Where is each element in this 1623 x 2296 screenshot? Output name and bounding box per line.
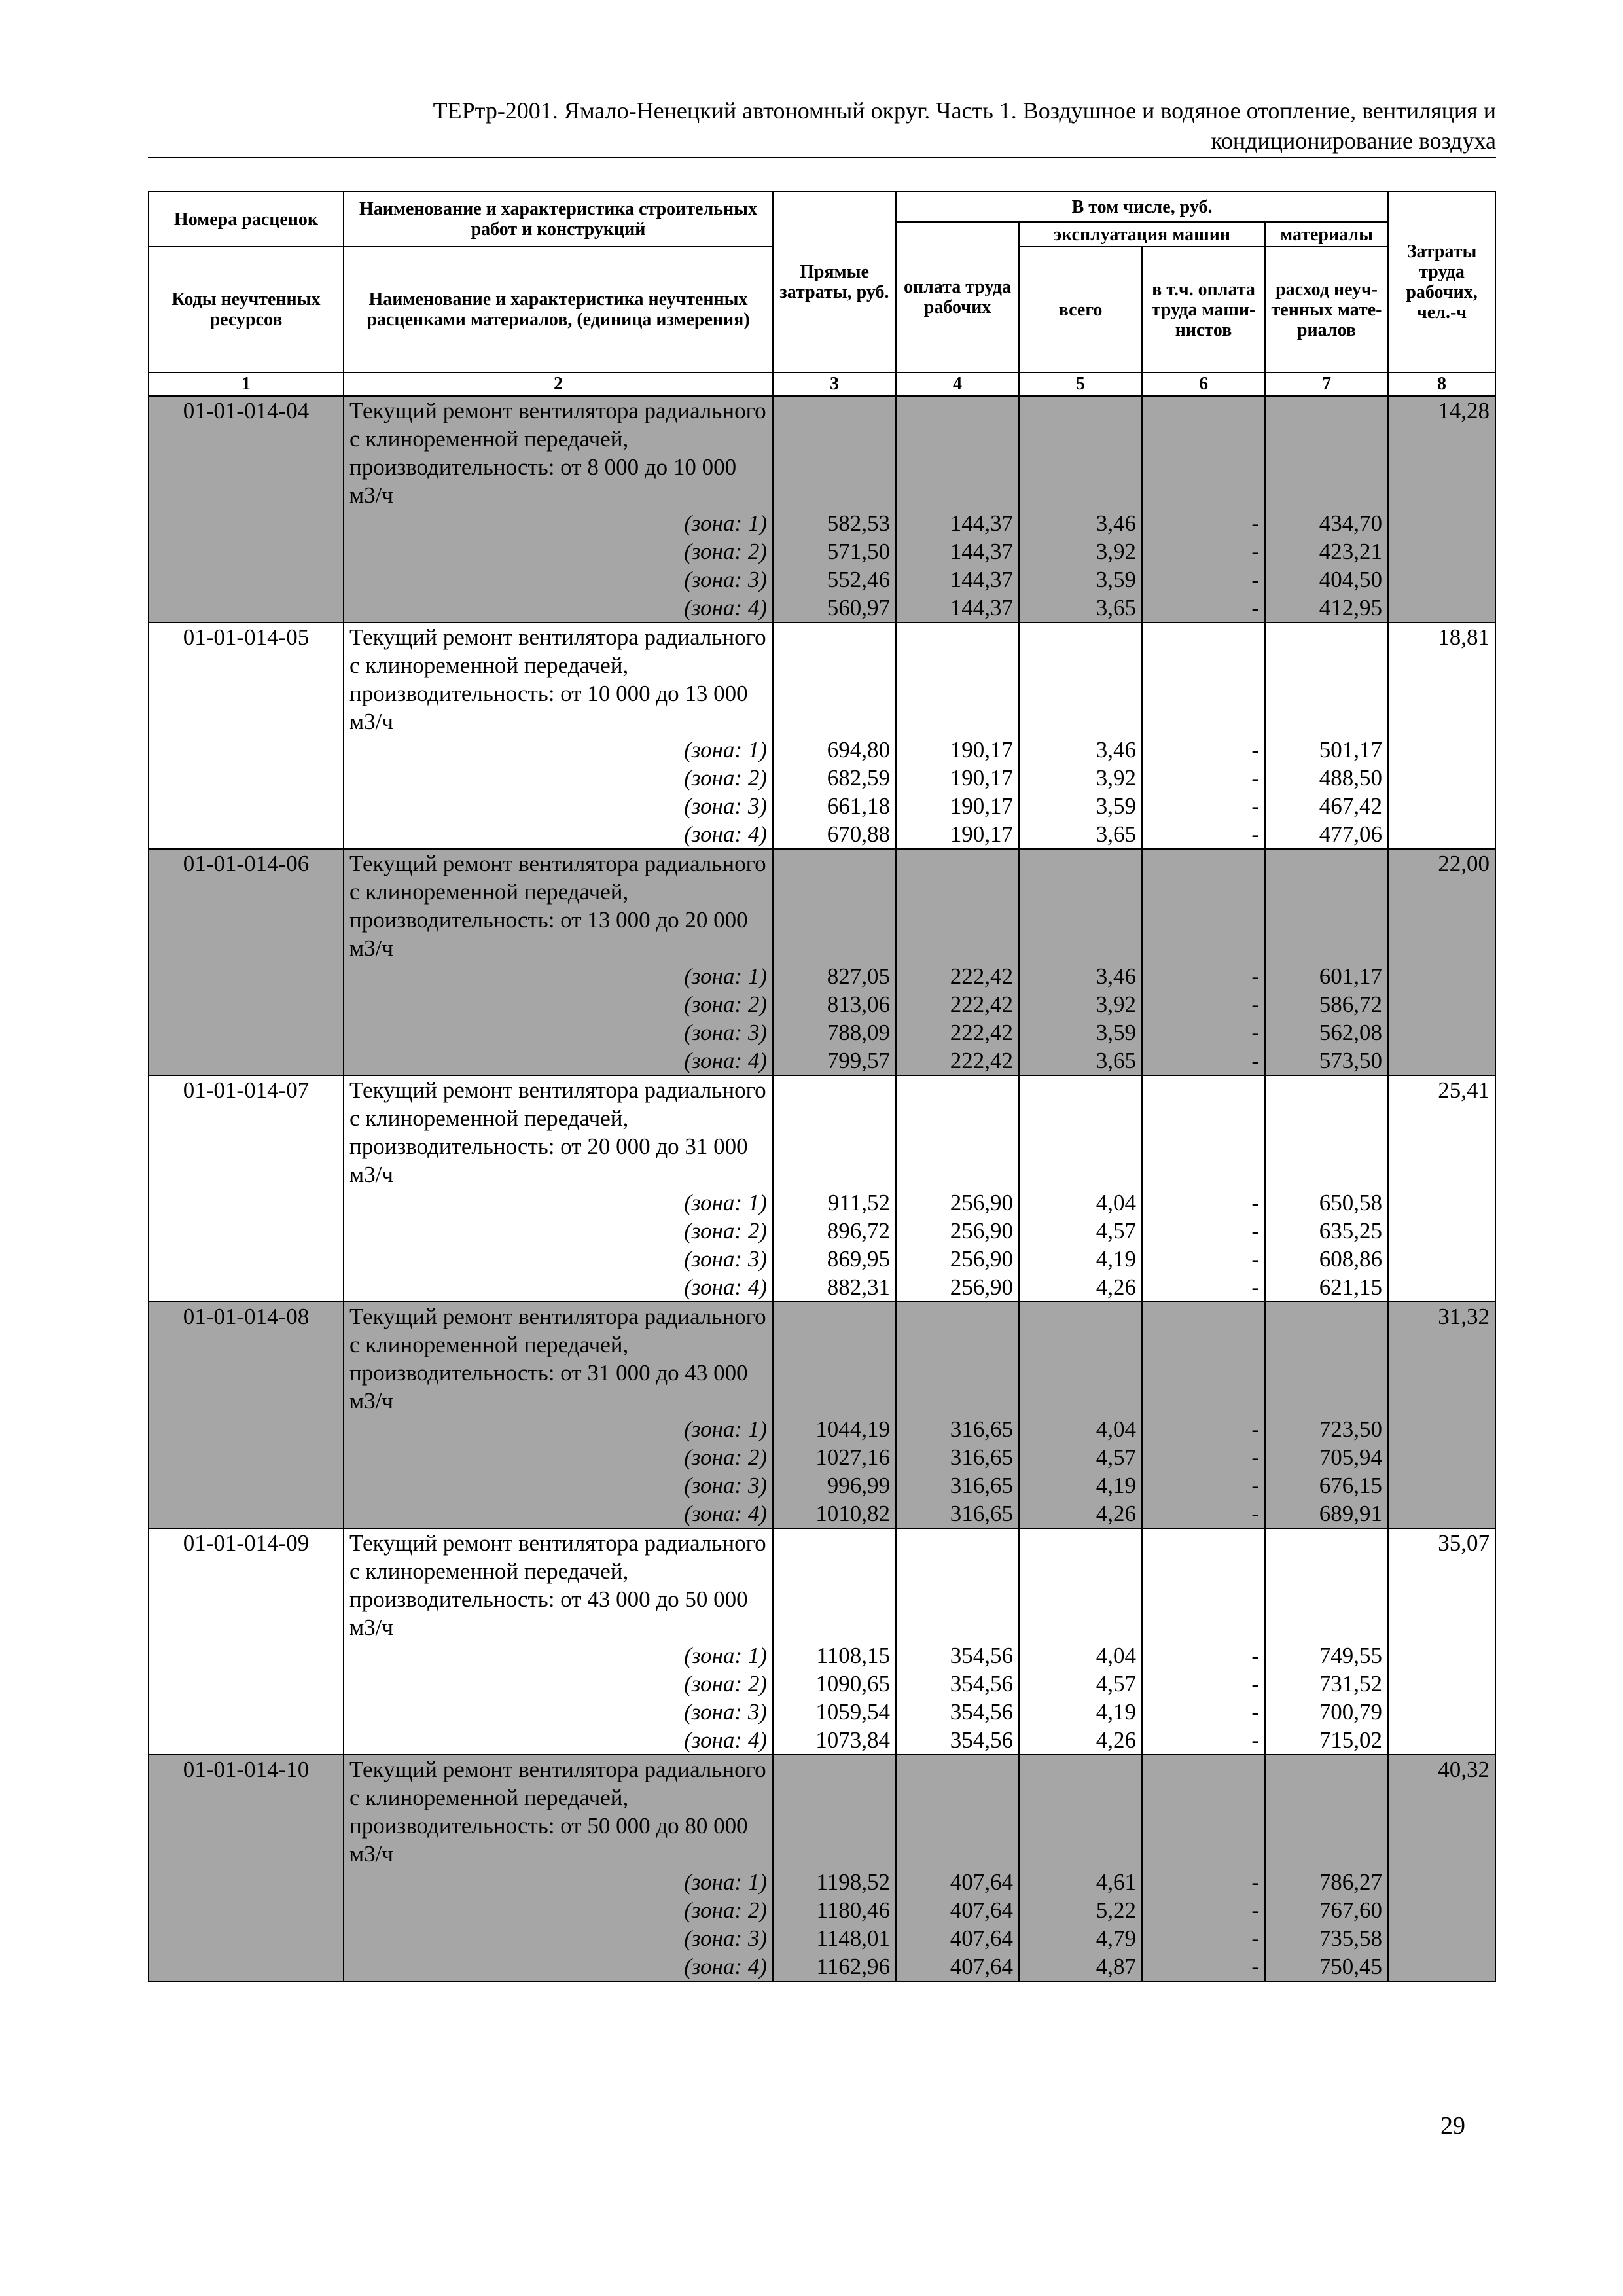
- materials-value: 412,95: [1319, 595, 1383, 620]
- header-materials: материалы: [1265, 222, 1388, 247]
- rate-code: 01-01-014-10: [149, 1755, 344, 1981]
- machine-total-cell: [1019, 1755, 1142, 1981]
- machine-total-value: 3,65: [1096, 1048, 1136, 1073]
- machinist-pay-value: -: [1251, 1501, 1259, 1526]
- worker-pay-cell: [896, 396, 1019, 622]
- header-machine-operation: эксплуатация машин: [1019, 222, 1265, 247]
- materials-value: 488,50: [1319, 765, 1383, 791]
- machine-total-value: 4,57: [1096, 1218, 1136, 1244]
- machine-total-value: 4,19: [1096, 1699, 1136, 1725]
- direct-cost-value: 996,99: [827, 1473, 890, 1498]
- column-number: 4: [896, 372, 1019, 396]
- worker-pay-value: 316,65: [950, 1444, 1013, 1470]
- direct-cost-value: 882,31: [827, 1274, 890, 1300]
- work-description: Текущий ремонт вентилятора радиального с клиноременной передачей, производительность: от 31 000 до 43 000 м3/ч: [349, 1304, 766, 1414]
- machine-total-value: 4,26: [1096, 1727, 1136, 1753]
- table-row: [149, 396, 1495, 622]
- labor-costs-value: 14,28: [1388, 396, 1495, 622]
- zone-label: (зона: 2): [684, 1218, 767, 1244]
- header-work-name: Наименование и характеристика строительных работ и конструкций: [344, 192, 773, 247]
- materials-cell: [1265, 1528, 1388, 1755]
- machinist-pay-value: -: [1251, 1727, 1259, 1753]
- work-description: Текущий ремонт вентилятора радиального с клиноременной передачей, производительность: от 43 000 до 50 000 м3/ч: [349, 1530, 766, 1640]
- worker-pay-value: 354,56: [950, 1671, 1013, 1696]
- direct-cost-value: 1180,46: [816, 1897, 890, 1923]
- materials-value: 501,17: [1319, 737, 1383, 762]
- zone-label: (зона: 1): [684, 1190, 767, 1215]
- work-description-cell: [344, 622, 773, 849]
- materials-value: 423,21: [1319, 539, 1383, 564]
- zone-label: (зона: 2): [684, 1897, 767, 1923]
- rate-code: 01-01-014-05: [149, 622, 344, 849]
- direct-cost-value: 1090,65: [815, 1671, 890, 1696]
- direct-cost-value: 560,97: [827, 595, 890, 620]
- zone-label: (зона: 2): [684, 765, 767, 791]
- direct-cost-value: 1010,82: [815, 1501, 890, 1526]
- direct-cost-value: 869,95: [827, 1246, 890, 1272]
- running-header: [148, 96, 1496, 156]
- machinist-pay-value: -: [1251, 1643, 1259, 1668]
- labor-costs-value: 31,32: [1388, 1302, 1495, 1528]
- column-number: 1: [149, 372, 344, 396]
- worker-pay-value: 354,56: [950, 1643, 1013, 1668]
- machine-total-cell: [1019, 396, 1142, 622]
- machinist-pay-value: -: [1251, 992, 1259, 1017]
- column-numbers-row: [149, 372, 1495, 396]
- worker-pay-cell: [896, 1528, 1019, 1755]
- materials-value: 689,91: [1319, 1501, 1383, 1526]
- zone-label: (зона: 4): [684, 1048, 767, 1073]
- materials-value: 621,15: [1319, 1274, 1383, 1300]
- header-materials-consumption: расход неуч- тенных мате- риалов: [1265, 247, 1388, 372]
- machinist-pay-value: -: [1251, 1416, 1259, 1442]
- worker-pay-value: 407,64: [950, 1926, 1013, 1951]
- table-body: [149, 396, 1495, 1981]
- rates-table: [148, 191, 1496, 1982]
- work-description-cell: [344, 1755, 773, 1981]
- worker-pay-value: 144,37: [950, 567, 1013, 592]
- labor-costs-value: 40,32: [1388, 1755, 1495, 1981]
- direct-cost-value: 571,50: [827, 539, 890, 564]
- direct-costs-cell: [773, 1075, 896, 1302]
- direct-costs-cell: [773, 622, 896, 849]
- zone-label: (зона: 1): [684, 1416, 767, 1442]
- worker-pay-value: 354,56: [950, 1699, 1013, 1725]
- table-row: [149, 622, 1495, 849]
- direct-costs-cell: [773, 1302, 896, 1528]
- materials-value: 715,02: [1319, 1727, 1383, 1753]
- materials-value: 601,17: [1319, 963, 1383, 989]
- materials-value: 586,72: [1319, 992, 1383, 1017]
- machine-total-value: 3,65: [1096, 595, 1136, 620]
- materials-value: 700,79: [1319, 1699, 1383, 1725]
- header-direct-costs: Прямые затраты, руб.: [773, 192, 896, 372]
- machine-total-cell: [1019, 622, 1142, 849]
- machine-total-cell: [1019, 849, 1142, 1075]
- direct-cost-value: 1044,19: [815, 1416, 890, 1442]
- zone-label: (зона: 3): [684, 1020, 767, 1045]
- direct-cost-value: 694,80: [827, 737, 890, 762]
- machine-total-value: 4,79: [1096, 1926, 1136, 1951]
- worker-pay-value: 256,90: [950, 1274, 1013, 1300]
- table-row: [149, 1755, 1495, 1981]
- machine-total-value: 4,26: [1096, 1501, 1136, 1526]
- zone-label: (зона: 3): [684, 567, 767, 592]
- table-header: [149, 192, 1495, 396]
- materials-value: 650,58: [1319, 1190, 1383, 1215]
- direct-costs-cell: [773, 1755, 896, 1981]
- zone-label: (зона: 4): [684, 1727, 767, 1753]
- worker-pay-value: 256,90: [950, 1190, 1013, 1215]
- machinist-pay-value: -: [1251, 737, 1259, 762]
- machinist-pay-cell: [1142, 1528, 1265, 1755]
- labor-costs-value: 22,00: [1388, 849, 1495, 1075]
- materials-value: 786,27: [1319, 1869, 1383, 1895]
- column-number: 2: [344, 372, 773, 396]
- header-rate-numbers: Номера расценок: [149, 192, 344, 247]
- worker-pay-value: 222,42: [950, 992, 1013, 1017]
- machinist-pay-value: -: [1251, 1048, 1259, 1073]
- zone-label: (зона: 3): [684, 793, 767, 819]
- zone-label: (зона: 3): [684, 1246, 767, 1272]
- work-description-cell: [344, 396, 773, 622]
- direct-cost-value: 1108,15: [816, 1643, 890, 1668]
- machinist-pay-value: -: [1251, 1444, 1259, 1470]
- worker-pay-value: 256,90: [950, 1218, 1013, 1244]
- materials-cell: [1265, 1075, 1388, 1302]
- direct-cost-value: 799,57: [827, 1048, 890, 1073]
- direct-cost-value: 582,53: [827, 511, 890, 536]
- materials-value: 749,55: [1319, 1643, 1383, 1668]
- header-line-2: кондиционирование воздуха: [1211, 128, 1496, 154]
- machine-total-value: 4,87: [1096, 1954, 1136, 1979]
- header-worker-pay: оплата труда рабочих: [896, 222, 1019, 372]
- machinist-pay-value: -: [1251, 511, 1259, 536]
- machine-total-value: 4,19: [1096, 1473, 1136, 1498]
- zone-label: (зона: 4): [684, 595, 767, 620]
- zone-label: (зона: 1): [684, 737, 767, 762]
- header-machinist-pay: в т.ч. оплата труда маши- нистов: [1142, 247, 1265, 372]
- machinist-pay-cell: [1142, 1302, 1265, 1528]
- machine-total-value: 4,57: [1096, 1671, 1136, 1696]
- direct-costs-cell: [773, 396, 896, 622]
- materials-value: 635,25: [1319, 1218, 1383, 1244]
- header-resource-codes: Коды неучтенных ресурсов: [149, 247, 344, 372]
- machinist-pay-value: -: [1251, 1671, 1259, 1696]
- header-material-name: Наименование и характеристика неучтенных расценками материалов, (единица измерения): [344, 247, 773, 372]
- worker-pay-value: 144,37: [950, 539, 1013, 564]
- machinist-pay-value: -: [1251, 793, 1259, 819]
- zone-label: (зона: 2): [684, 992, 767, 1017]
- worker-pay-value: 256,90: [950, 1246, 1013, 1272]
- machine-total-value: 4,04: [1096, 1190, 1136, 1215]
- materials-cell: [1265, 1755, 1388, 1981]
- machine-total-value: 3,59: [1096, 567, 1136, 592]
- rate-code: 01-01-014-09: [149, 1528, 344, 1755]
- worker-pay-value: 407,64: [950, 1954, 1013, 1979]
- direct-cost-value: 1027,16: [815, 1444, 890, 1470]
- materials-value: 573,50: [1319, 1048, 1383, 1073]
- machine-total-cell: [1019, 1528, 1142, 1755]
- work-description: Текущий ремонт вентилятора радиального с клиноременной передачей, производительность: от 10 000 до 13 000 м3/ч: [349, 624, 766, 734]
- materials-value: 467,42: [1319, 793, 1383, 819]
- worker-pay-value: 354,56: [950, 1727, 1013, 1753]
- machinist-pay-value: -: [1251, 765, 1259, 791]
- machinist-pay-value: -: [1251, 1926, 1259, 1951]
- machine-total-value: 3,46: [1096, 737, 1136, 762]
- worker-pay-value: 316,65: [950, 1473, 1013, 1498]
- work-description: Текущий ремонт вентилятора радиального с клиноременной передачей, производительность: от 13 000 до 20 000 м3/ч: [349, 851, 766, 961]
- work-description: Текущий ремонт вентилятора радиального с клиноременной передачей, производительность: от 20 000 до 31 000 м3/ч: [349, 1077, 766, 1187]
- machine-total-cell: [1019, 1302, 1142, 1528]
- worker-pay-cell: [896, 622, 1019, 849]
- materials-value: 404,50: [1319, 567, 1383, 592]
- materials-cell: [1265, 1302, 1388, 1528]
- labor-costs-value: 18,81: [1388, 622, 1495, 849]
- materials-value: 735,58: [1319, 1926, 1383, 1951]
- table-row: [149, 849, 1495, 1075]
- machine-total-value: 4,57: [1096, 1444, 1136, 1470]
- zone-label: (зона: 2): [684, 1444, 767, 1470]
- rate-code: 01-01-014-07: [149, 1075, 344, 1302]
- worker-pay-value: 316,65: [950, 1416, 1013, 1442]
- machinist-pay-value: -: [1251, 595, 1259, 620]
- machinist-pay-value: -: [1251, 821, 1259, 847]
- materials-value: 608,86: [1319, 1246, 1383, 1272]
- materials-value: 562,08: [1319, 1020, 1383, 1045]
- direct-cost-value: 1198,52: [816, 1869, 890, 1895]
- materials-value: 731,52: [1319, 1671, 1383, 1696]
- zone-label: (зона: 1): [684, 1643, 767, 1668]
- labor-costs-value: 25,41: [1388, 1075, 1495, 1302]
- rate-code: 01-01-014-06: [149, 849, 344, 1075]
- materials-value: 477,06: [1319, 821, 1383, 847]
- worker-pay-cell: [896, 1075, 1019, 1302]
- column-number: 3: [773, 372, 896, 396]
- direct-costs-cell: [773, 1528, 896, 1755]
- direct-cost-value: 813,06: [827, 992, 890, 1017]
- materials-cell: [1265, 396, 1388, 622]
- zone-label: (зона: 1): [684, 511, 767, 536]
- worker-pay-value: 407,64: [950, 1869, 1013, 1895]
- machinist-pay-cell: [1142, 396, 1265, 622]
- header-line-1: ТЕРтр-2001. Ямало-Ненецкий автономный округ. Часть 1. Воздушное и водяное отопление, вентиляция и: [433, 98, 1496, 124]
- direct-cost-value: 896,72: [827, 1218, 890, 1244]
- direct-cost-value: 1073,84: [815, 1727, 890, 1753]
- worker-pay-value: 407,64: [950, 1897, 1013, 1923]
- zone-label: (зона: 4): [684, 1954, 767, 1979]
- zone-label: (зона: 3): [684, 1473, 767, 1498]
- work-description-cell: [344, 1302, 773, 1528]
- header-rule: [148, 157, 1496, 158]
- machinist-pay-value: -: [1251, 1020, 1259, 1045]
- materials-value: 723,50: [1319, 1416, 1383, 1442]
- materials-cell: [1265, 622, 1388, 849]
- table-row: [149, 1302, 1495, 1528]
- direct-costs-cell: [773, 849, 896, 1075]
- worker-pay-cell: [896, 1755, 1019, 1981]
- table-row: [149, 1075, 1495, 1302]
- table-row: [149, 1528, 1495, 1755]
- machinist-pay-value: -: [1251, 963, 1259, 989]
- worker-pay-cell: [896, 849, 1019, 1075]
- header-labor-costs: Затраты труда рабочих, чел.-ч: [1388, 192, 1495, 372]
- direct-cost-value: 682,59: [827, 765, 890, 791]
- machinist-pay-value: -: [1251, 1699, 1259, 1725]
- machinist-pay-cell: [1142, 849, 1265, 1075]
- zone-label: (зона: 4): [684, 821, 767, 847]
- direct-cost-value: 670,88: [827, 821, 890, 847]
- machinist-pay-cell: [1142, 622, 1265, 849]
- machinist-pay-value: -: [1251, 1190, 1259, 1215]
- worker-pay-value: 144,37: [950, 595, 1013, 620]
- work-description-cell: [344, 1075, 773, 1302]
- materials-value: 676,15: [1319, 1473, 1383, 1498]
- zone-label: (зона: 2): [684, 539, 767, 564]
- direct-cost-value: 552,46: [827, 567, 890, 592]
- labor-costs-value: 35,07: [1388, 1528, 1495, 1755]
- work-description: Текущий ремонт вентилятора радиального с клиноременной передачей, производительность: от 50 000 до 80 000 м3/ч: [349, 1757, 766, 1867]
- machinist-pay-value: -: [1251, 539, 1259, 564]
- direct-cost-value: 911,52: [828, 1190, 890, 1215]
- machine-total-value: 5,22: [1096, 1897, 1136, 1923]
- machinist-pay-value: -: [1251, 1218, 1259, 1244]
- worker-pay-value: 222,42: [950, 1020, 1013, 1045]
- zone-label: (зона: 4): [684, 1274, 767, 1300]
- direct-cost-value: 827,05: [827, 963, 890, 989]
- machine-total-value: 4,04: [1096, 1416, 1136, 1442]
- column-number: 7: [1265, 372, 1388, 396]
- zone-label: (зона: 3): [684, 1926, 767, 1951]
- machine-total-value: 3,46: [1096, 963, 1136, 989]
- zone-label: (зона: 1): [684, 963, 767, 989]
- worker-pay-cell: [896, 1302, 1019, 1528]
- machinist-pay-value: -: [1251, 1897, 1259, 1923]
- worker-pay-value: 144,37: [950, 511, 1013, 536]
- materials-value: 705,94: [1319, 1444, 1383, 1470]
- worker-pay-value: 222,42: [950, 1048, 1013, 1073]
- machinist-pay-value: -: [1251, 1274, 1259, 1300]
- machinist-pay-value: -: [1251, 1246, 1259, 1272]
- machine-total-value: 4,19: [1096, 1246, 1136, 1272]
- work-description-cell: [344, 1528, 773, 1755]
- worker-pay-value: 222,42: [950, 963, 1013, 989]
- header-total: всего: [1019, 247, 1142, 372]
- worker-pay-value: 190,17: [950, 793, 1013, 819]
- zone-label: (зона: 3): [684, 1699, 767, 1725]
- machine-total-value: 3,65: [1096, 821, 1136, 847]
- rate-code: 01-01-014-08: [149, 1302, 344, 1528]
- direct-cost-value: 1162,96: [816, 1954, 890, 1979]
- worker-pay-value: 190,17: [950, 737, 1013, 762]
- worker-pay-value: 190,17: [950, 821, 1013, 847]
- zone-label: (зона: 4): [684, 1501, 767, 1526]
- direct-cost-value: 661,18: [827, 793, 890, 819]
- machine-total-value: 4,26: [1096, 1274, 1136, 1300]
- machinist-pay-cell: [1142, 1075, 1265, 1302]
- column-number: 8: [1388, 372, 1495, 396]
- header-including: В том числе, руб.: [896, 192, 1388, 222]
- machine-total-value: 3,46: [1096, 511, 1136, 536]
- column-number: 6: [1142, 372, 1265, 396]
- machine-total-value: 4,04: [1096, 1643, 1136, 1668]
- machine-total-cell: [1019, 1075, 1142, 1302]
- direct-cost-value: 1059,54: [815, 1699, 890, 1725]
- column-number: 5: [1019, 372, 1142, 396]
- machine-total-value: 3,92: [1096, 992, 1136, 1017]
- materials-value: 767,60: [1319, 1897, 1383, 1923]
- worker-pay-value: 316,65: [950, 1501, 1013, 1526]
- machine-total-value: 3,92: [1096, 539, 1136, 564]
- machinist-pay-value: -: [1251, 1869, 1259, 1895]
- machinist-pay-value: -: [1251, 1473, 1259, 1498]
- rate-code: 01-01-014-04: [149, 396, 344, 622]
- work-description: Текущий ремонт вентилятора радиального с клиноременной передачей, производительность: от 8 000 до 10 000 м3/ч: [349, 398, 766, 508]
- materials-cell: [1265, 849, 1388, 1075]
- machine-total-value: 3,59: [1096, 793, 1136, 819]
- zone-label: (зона: 2): [684, 1671, 767, 1696]
- machinist-pay-value: -: [1251, 1954, 1259, 1979]
- zone-label: (зона: 1): [684, 1869, 767, 1895]
- materials-value: 750,45: [1319, 1954, 1383, 1979]
- page-number: 29: [1440, 2112, 1465, 2140]
- direct-cost-value: 1148,01: [816, 1926, 890, 1951]
- machine-total-value: 3,59: [1096, 1020, 1136, 1045]
- machinist-pay-cell: [1142, 1755, 1265, 1981]
- machinist-pay-value: -: [1251, 567, 1259, 592]
- direct-cost-value: 788,09: [827, 1020, 890, 1045]
- machine-total-value: 4,61: [1096, 1869, 1136, 1895]
- machine-total-value: 3,92: [1096, 765, 1136, 791]
- work-description-cell: [344, 849, 773, 1075]
- materials-value: 434,70: [1319, 511, 1383, 536]
- worker-pay-value: 190,17: [950, 765, 1013, 791]
